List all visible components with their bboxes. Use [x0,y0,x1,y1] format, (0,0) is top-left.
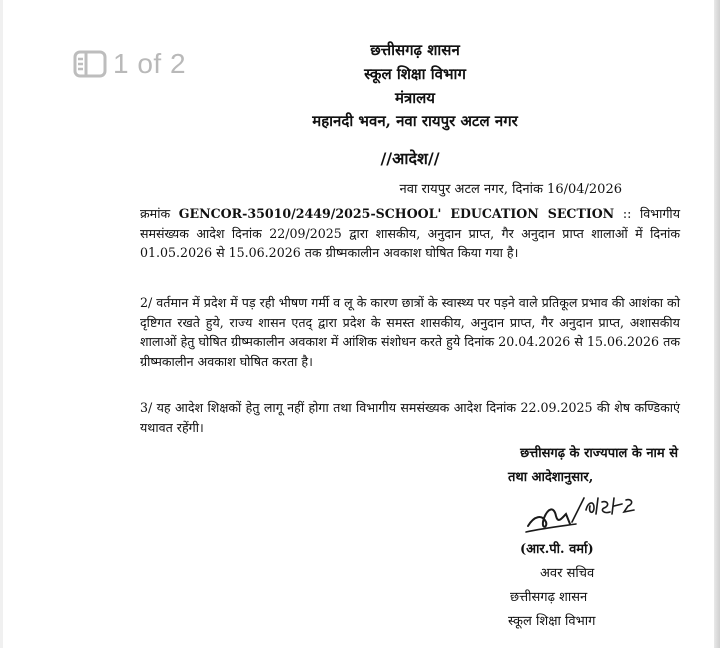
header-department: स्कूल शिक्षा विभाग [364,65,466,83]
handwritten-signature [524,488,642,540]
header-secretariat: मंत्रालय [394,89,435,107]
paragraph-1-text: :: विभागीय समसंख्यक आदेश दिनांक 22/09/2025 द्वारा शासकीय, अनुदान प्राप्त, गैर अनुदान प्राप्त शालाओं में दिनांक 01.05.2026 से 15.06.2026 तक ग्रीष्मकालीन अवकाश घोषित किया गया है। [140,206,680,260]
signatory-designation: अवर सचिव [540,566,595,581]
page-count-label: 1 of 2 [113,48,187,79]
reference-number: GENCOR-35010/2449/2025-SCHOOL' EDUCATION SECTION [178,206,615,221]
paragraph-3: 3/ यह आदेश शिक्षकों हेतु लागू नहीं होगा तथा विभागीय समसंख्यक आदेश दिनांक 22.09.2025 की शेष कण्डिकाएं यथावत रहेंगी। [140,400,680,435]
header-government: छत्तीसगढ़ शासन [370,41,460,59]
order-title: //आदेश// [380,149,440,168]
signature-authority-line: छत्तीसगढ़ के राज्यपाल के नाम से [520,446,678,461]
signatory-department: स्कूल शिक्षा विभाग [508,614,596,629]
header-address: महानदी भवन, नवा रायपुर अटल नगर [312,112,518,130]
reference-prefix: क्रमांक [140,206,179,221]
order-dateline: नवा रायपुर अटल नगर, दिनांक 16/04/2026 [399,182,622,197]
paragraph-1 [140,204,680,263]
paragraph-2: 2/ वर्तमान में प्रदेश में पड़ रही भीषण गर्मी व लू के कारण छात्रों के स्वास्थ्य पर पड़ने वाले प्रतिकूल प्रभाव की आशंका को दृष्टिगत रखते हुये, राज्य शासन एतद् द्वारा प्रदेश के समस्त शासकीय, अनुदान प्राप्त, गैर अनुदान प्राप्त, अशासकीय शालाओं हेतु घोषित ग्रीष्मकालीन अवकाश में आंशिक संशोधन करते हुये दिनांक 20.04.2026 से 15.06.2026 तक ग्रीष्मकालीन अवकाश घोषित करता है। [140,295,680,369]
signature-order-line: तथा आदेशानुसार, [508,470,594,485]
signatory-government: छत्तीसगढ़ शासन [510,590,588,605]
signatory-name: (आर.पी. वर्मा) [520,542,594,557]
